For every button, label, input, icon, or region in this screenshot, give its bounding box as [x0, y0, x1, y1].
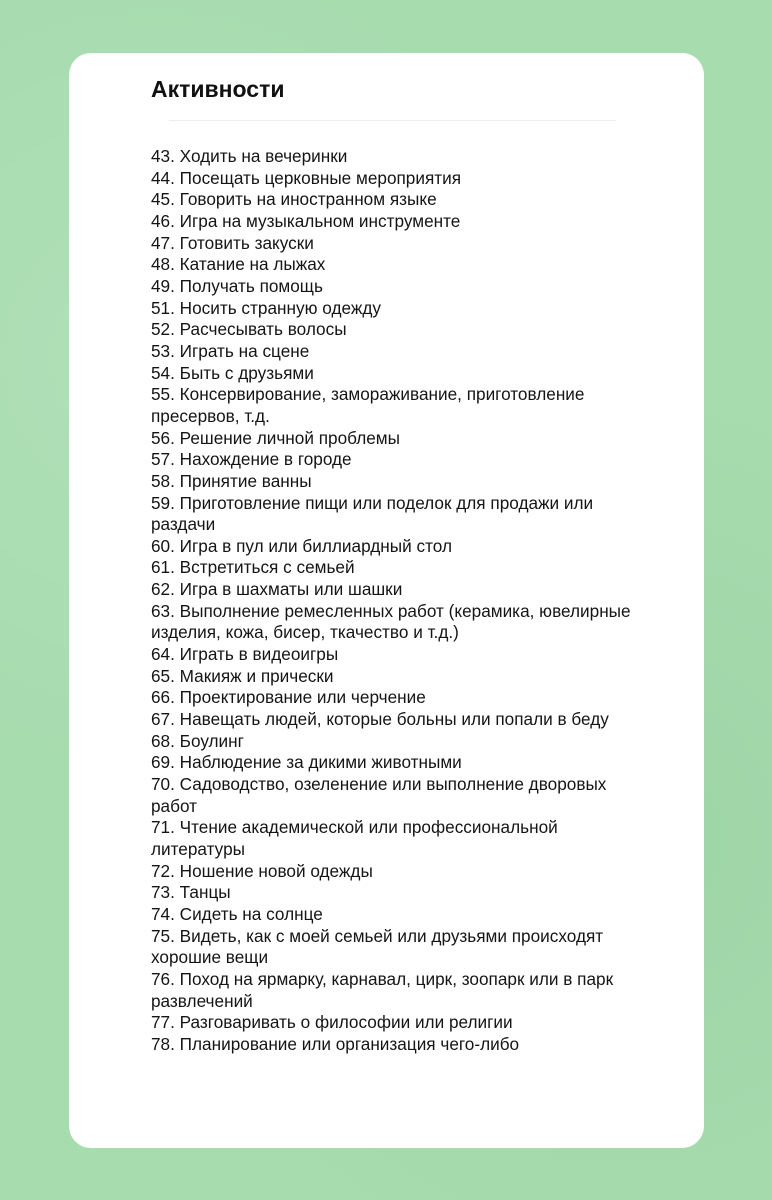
list-item: 60. Игра в пул или биллиардный стол: [151, 535, 452, 556]
list-item: 59. Приготовление пищи или поделок для продажи или раздачи: [151, 492, 594, 535]
list-item: 64. Играть в видеоигры: [151, 644, 339, 665]
list-item: 65. Макияж и прически: [151, 665, 334, 686]
list-item: 66. Проектирование или черчение: [151, 687, 426, 708]
list-item: 47. Готовить закуски: [151, 232, 314, 253]
page-title: Активности: [151, 76, 285, 102]
list-item: 57. Нахождение в городе: [151, 449, 352, 470]
list-item: 55. Консервирование, замораживание, приготовление пресервов, т.д.: [151, 384, 585, 426]
list-item: 70. Садоводство, озеленение или выполнение дворовых работ: [151, 774, 607, 816]
list-item: 76. Поход на ярмарку, карнавал, цирк, зоопарк или в парк развлечений: [151, 968, 614, 1011]
list-item: 62. Игра в шахматы или шашки: [151, 579, 403, 600]
list-item: 45. Говорить на иностранном языке: [151, 189, 437, 210]
list-item: 68. Боулинг: [151, 730, 244, 751]
title-divider: [169, 120, 616, 121]
list-item: 71. Чтение академической или профессиональной литературы: [151, 817, 558, 859]
list-item: 61. Встретиться с семьей: [151, 557, 355, 578]
list-item: 56. Решение личной проблемы: [151, 427, 400, 448]
list-item: 51. Носить странную одежду: [151, 297, 381, 318]
list-item: 74. Сидеть на солнце: [151, 903, 323, 924]
list-item: 43. Ходить на вечеринки: [151, 146, 348, 166]
list-item: 72. Ношение новой одежды: [151, 860, 373, 881]
list-item: 77. Разговаривать о философии или религии: [151, 1012, 513, 1033]
activities-card: [69, 53, 704, 1148]
list-item: 53. Играть на сцене: [151, 340, 310, 361]
list-item: 44. Посещать церковные мероприятия: [151, 167, 462, 188]
list-item: 48. Катание на лыжах: [151, 254, 326, 275]
list-item: 69. Наблюдение за дикими животными: [151, 752, 462, 773]
list-item: 67. Навещать людей, которые больны или попали в беду: [151, 709, 609, 730]
list-item: 63. Выполнение ремесленных работ (керамика, ювелирные изделия, кожа, бисер, ткачество и т.д.): [151, 600, 631, 643]
list-item: 49. Получать помощь: [151, 275, 323, 296]
list-item: 54. Быть с друзьями: [151, 362, 314, 383]
list-item: 75. Видеть, как с моей семьей или друзьями происходят хорошие вещи: [151, 925, 604, 968]
list-item: 46. Игра на музыкальном инструменте: [151, 210, 461, 231]
list-item: 73. Танцы: [151, 882, 231, 903]
list-item: 52. Расчесывать волосы: [151, 319, 347, 340]
activity-list: [151, 146, 631, 1056]
list-item: 58. Принятие ванны: [151, 470, 312, 491]
list-item: 78. Планирование или организация чего-либо: [151, 1033, 520, 1054]
